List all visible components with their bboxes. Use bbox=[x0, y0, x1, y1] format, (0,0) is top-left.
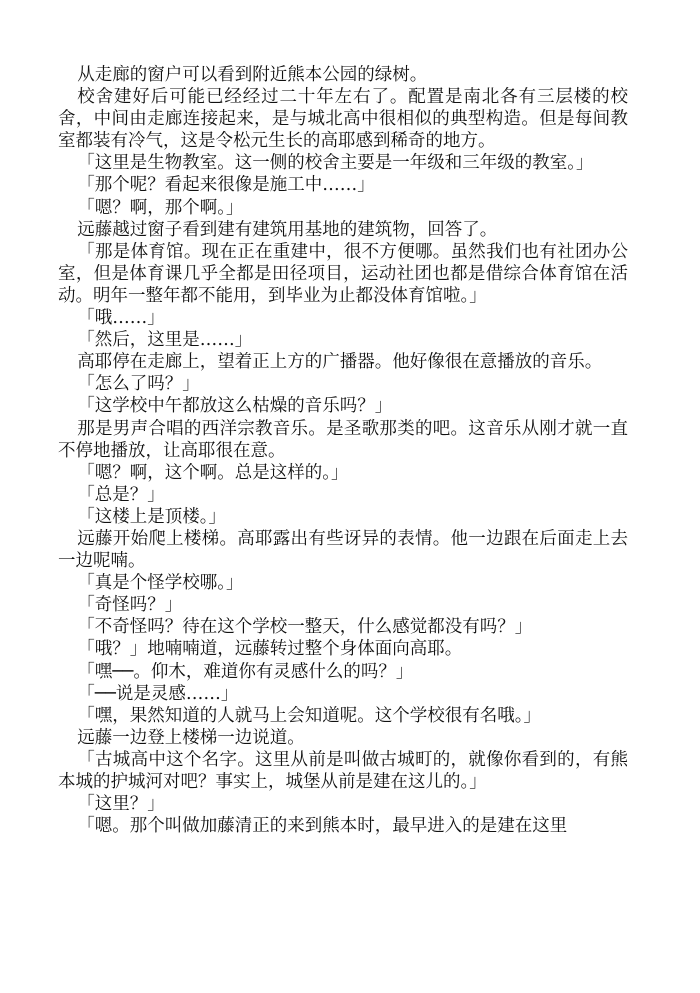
dialogue-line: 「这里？」 bbox=[77, 794, 165, 815]
dialogue-line: 「那是体育馆。现在正在重建中，很不方便哪。虽然我们也有社团办公室，但是体育课几乎全都是田径项目，运动社团也都是借综合体育馆在活动。明年一整年都不能用，到毕业为止都没体育馆啦。」 bbox=[58, 241, 628, 306]
dialogue-line: 「嘿，果然知道的人就马上会知道呢。这个学校很有名哦。」 bbox=[77, 705, 541, 726]
dialogue-line: 「哦？」地喃喃道，远藤转过整个身体面向高耶。 bbox=[77, 639, 463, 660]
dialogue-line: 「哦……」 bbox=[77, 308, 165, 329]
paragraph: 从走廊的窗户可以看到附近熊本公园的绿树。 bbox=[77, 65, 428, 85]
dialogue-line: 「古城高中这个名字。这里从前是叫做古城町的，就像你看到的，有熊本城的护城河对吧？事实上，城堡从前是建在这儿的。」 bbox=[58, 749, 628, 792]
paragraph: 远藤开始爬上楼梯。高耶露出有些讶异的表情。他一边跟在后面走上去一边呢喃。 bbox=[58, 528, 628, 572]
dialogue-line: 「嗯？啊，那个啊。」 bbox=[77, 197, 244, 218]
dialogue-line: 「真是个怪学校哪。」 bbox=[77, 573, 244, 594]
dialogue-line: 「这里是生物教室。这一侧的校舍主要是一年级和三年级的教室。」 bbox=[77, 153, 594, 174]
dialogue-line: 「──说是灵感……」 bbox=[77, 683, 239, 704]
dialogue-line: 「怎么了吗？」 bbox=[77, 374, 200, 395]
document-page bbox=[58, 64, 628, 837]
dialogue-line: 「不奇怪吗？待在这个学校一整天，什么感觉都没有吗？」 bbox=[77, 617, 533, 638]
paragraph: 校舍建好后可能已经经过二十年左右了。配置是南北各有三层楼的校舍，中间由走廊连接起来，是与城北高中很相似的典型构造。但是每间教室都装有冷气，这是令松元生长的高耶感到稀奇的地方。 bbox=[58, 87, 628, 152]
paragraph: 那是男声合唱的西洋宗教音乐。是圣歌那类的吧。这音乐从刚才就一直不停地播放，让高耶很在意。 bbox=[58, 418, 628, 461]
dialogue-line: 「那个呢？看起来很像是施工中……」 bbox=[77, 175, 375, 196]
paragraph: 远藤一边登上楼梯一边说道。 bbox=[77, 727, 305, 748]
dialogue-line: 「奇怪吗？」 bbox=[77, 595, 183, 616]
dialogue-line: 「嗯。那个叫做加藤清正的来到熊本时，最早进入的是建在这里 bbox=[77, 816, 568, 837]
dialogue-line: 「这楼上是顶楼。」 bbox=[77, 506, 226, 527]
dialogue-line: 「嘿──。仰木，难道你有灵感什么的吗？」 bbox=[77, 661, 414, 682]
paragraph: 远藤越过窗子看到建有建筑用基地的建筑物，回答了。 bbox=[77, 219, 498, 240]
dialogue-line: 「然后，这里是……」 bbox=[77, 330, 253, 351]
dialogue-line: 「总是？」 bbox=[77, 484, 165, 505]
paragraph: 高耶停在走廊上，望着正上方的广播器。他好像很在意播放的音乐。 bbox=[77, 352, 603, 373]
dialogue-line: 「这学校中午都放这么枯燥的音乐吗？」 bbox=[77, 396, 393, 417]
dialogue-line: 「嗯？啊，这个啊。总是这样的。」 bbox=[77, 462, 349, 483]
